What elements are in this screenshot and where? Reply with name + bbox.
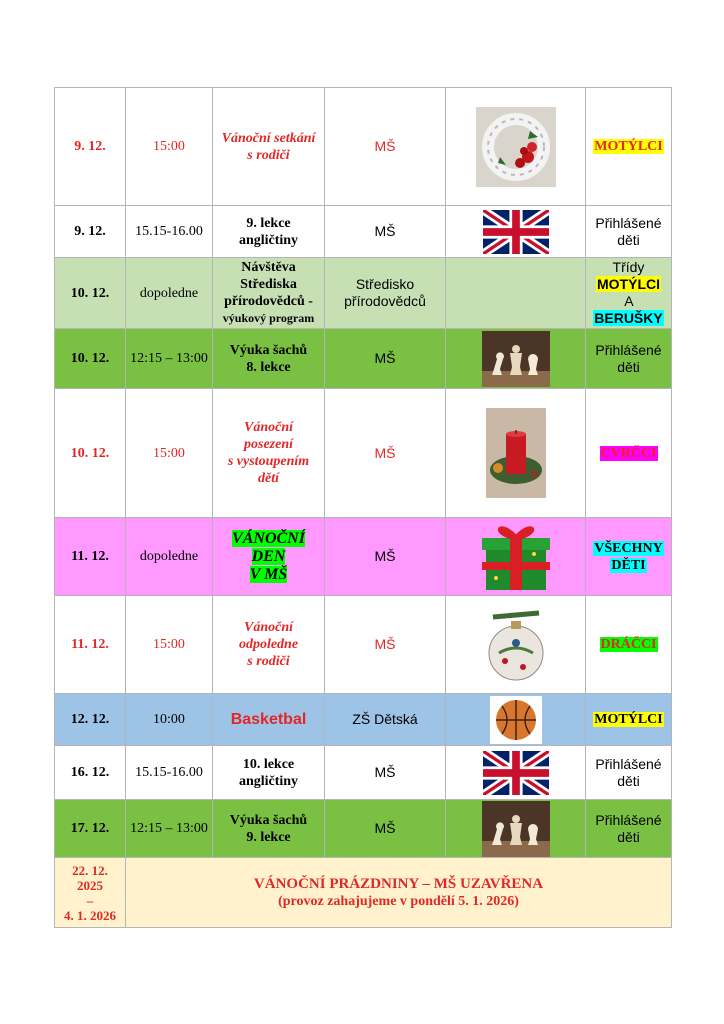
holiday-notice (126, 858, 672, 928)
event-image (446, 329, 586, 389)
event-title: 10. lekce angličtiny (213, 746, 325, 800)
event-place: MŠ (325, 88, 446, 206)
event-image (446, 258, 586, 329)
event-image (446, 206, 586, 258)
event-group: VŠECHNY DĚTI (586, 518, 672, 596)
event-group: Přihlášené děti (586, 206, 672, 258)
event-place: MŠ (325, 800, 446, 858)
event-group: Přihlášené děti (586, 329, 672, 389)
event-date: 9. 12. (55, 88, 126, 206)
event-image (446, 800, 586, 858)
holiday-row (55, 858, 672, 928)
event-time: 12:15 – 13:00 (126, 800, 213, 858)
event-group: Přihlášené děti (586, 800, 672, 858)
event-image (446, 596, 586, 694)
event-title: Vánoční odpoledne s rodiči (213, 596, 325, 694)
event-title: Vánoční posezení s vystoupením dětí (213, 389, 325, 518)
event-title: Basketbal (213, 694, 325, 746)
event-image (446, 389, 586, 518)
event-time: dopoledne (126, 258, 213, 329)
event-title: VÁNOČNÍ DEN V MŠ (213, 518, 325, 596)
table-row (55, 596, 672, 694)
event-group: CVRČCI (586, 389, 672, 518)
event-group: Třídy MOTÝLCI A BERUŠKY (586, 258, 672, 329)
gift-icon (480, 522, 552, 592)
event-place: MŠ (325, 329, 446, 389)
basketball-icon (490, 696, 542, 744)
uk-flag-icon (483, 210, 549, 254)
chess-icon (482, 801, 550, 857)
holiday-date: 22. 12. 2025 – 4. 1. 2026 (55, 858, 126, 928)
schedule-table (54, 87, 672, 928)
event-date: 10. 12. (55, 329, 126, 389)
event-date: 17. 12. (55, 800, 126, 858)
event-time: 15.15-16.00 (126, 746, 213, 800)
event-group: MOTÝLCI (586, 694, 672, 746)
event-title: Návštěva Střediska přírodovědců - výukový program (213, 258, 325, 329)
event-title: 9. lekce angličtiny (213, 206, 325, 258)
table-row (55, 694, 672, 746)
table-row (55, 258, 672, 329)
event-title: Vánoční setkání s rodiči (213, 88, 325, 206)
event-place: MŠ (325, 596, 446, 694)
holiday-subtitle: (provoz zahajujeme v pondělí 5. 1. 2026) (278, 893, 519, 909)
event-date: 16. 12. (55, 746, 126, 800)
event-date: 11. 12. (55, 518, 126, 596)
event-time: 15.15-16.00 (126, 206, 213, 258)
event-place: MŠ (325, 206, 446, 258)
ornament-icon (483, 603, 549, 687)
table-row (55, 329, 672, 389)
event-image (446, 746, 586, 800)
event-title: Výuka šachů 9. lekce (213, 800, 325, 858)
event-place: Středisko přírodovědců (325, 258, 446, 329)
event-date: 12. 12. (55, 694, 126, 746)
event-title: Výuka šachů 8. lekce (213, 329, 325, 389)
uk-flag-icon (483, 751, 549, 795)
event-time: 15:00 (126, 88, 213, 206)
event-time: 15:00 (126, 389, 213, 518)
chess-icon (482, 331, 550, 387)
event-place: MŠ (325, 518, 446, 596)
event-time: dopoledne (126, 518, 213, 596)
event-time: 10:00 (126, 694, 213, 746)
event-time: 12:15 – 13:00 (126, 329, 213, 389)
table-row (55, 518, 672, 596)
table-row (55, 88, 672, 206)
table-row (55, 800, 672, 858)
event-place: ZŠ Dětská (325, 694, 446, 746)
candle-icon (486, 408, 546, 498)
holiday-title: VÁNOČNÍ PRÁZDNINY – MŠ UZAVŘENA (253, 875, 544, 892)
event-group: MOTÝLCI (586, 88, 672, 206)
table-row (55, 389, 672, 518)
event-image (446, 88, 586, 206)
event-place: MŠ (325, 389, 446, 518)
event-time: 15:00 (126, 596, 213, 694)
event-date: 11. 12. (55, 596, 126, 694)
event-group: DRÁČCI (586, 596, 672, 694)
table-row (55, 746, 672, 800)
event-date: 10. 12. (55, 258, 126, 329)
event-image (446, 694, 586, 746)
event-place: MŠ (325, 746, 446, 800)
event-date: 9. 12. (55, 206, 126, 258)
table-row (55, 206, 672, 258)
event-image (446, 518, 586, 596)
wreath-icon (476, 107, 556, 187)
event-group: Přihlášené děti (586, 746, 672, 800)
event-date: 10. 12. (55, 389, 126, 518)
